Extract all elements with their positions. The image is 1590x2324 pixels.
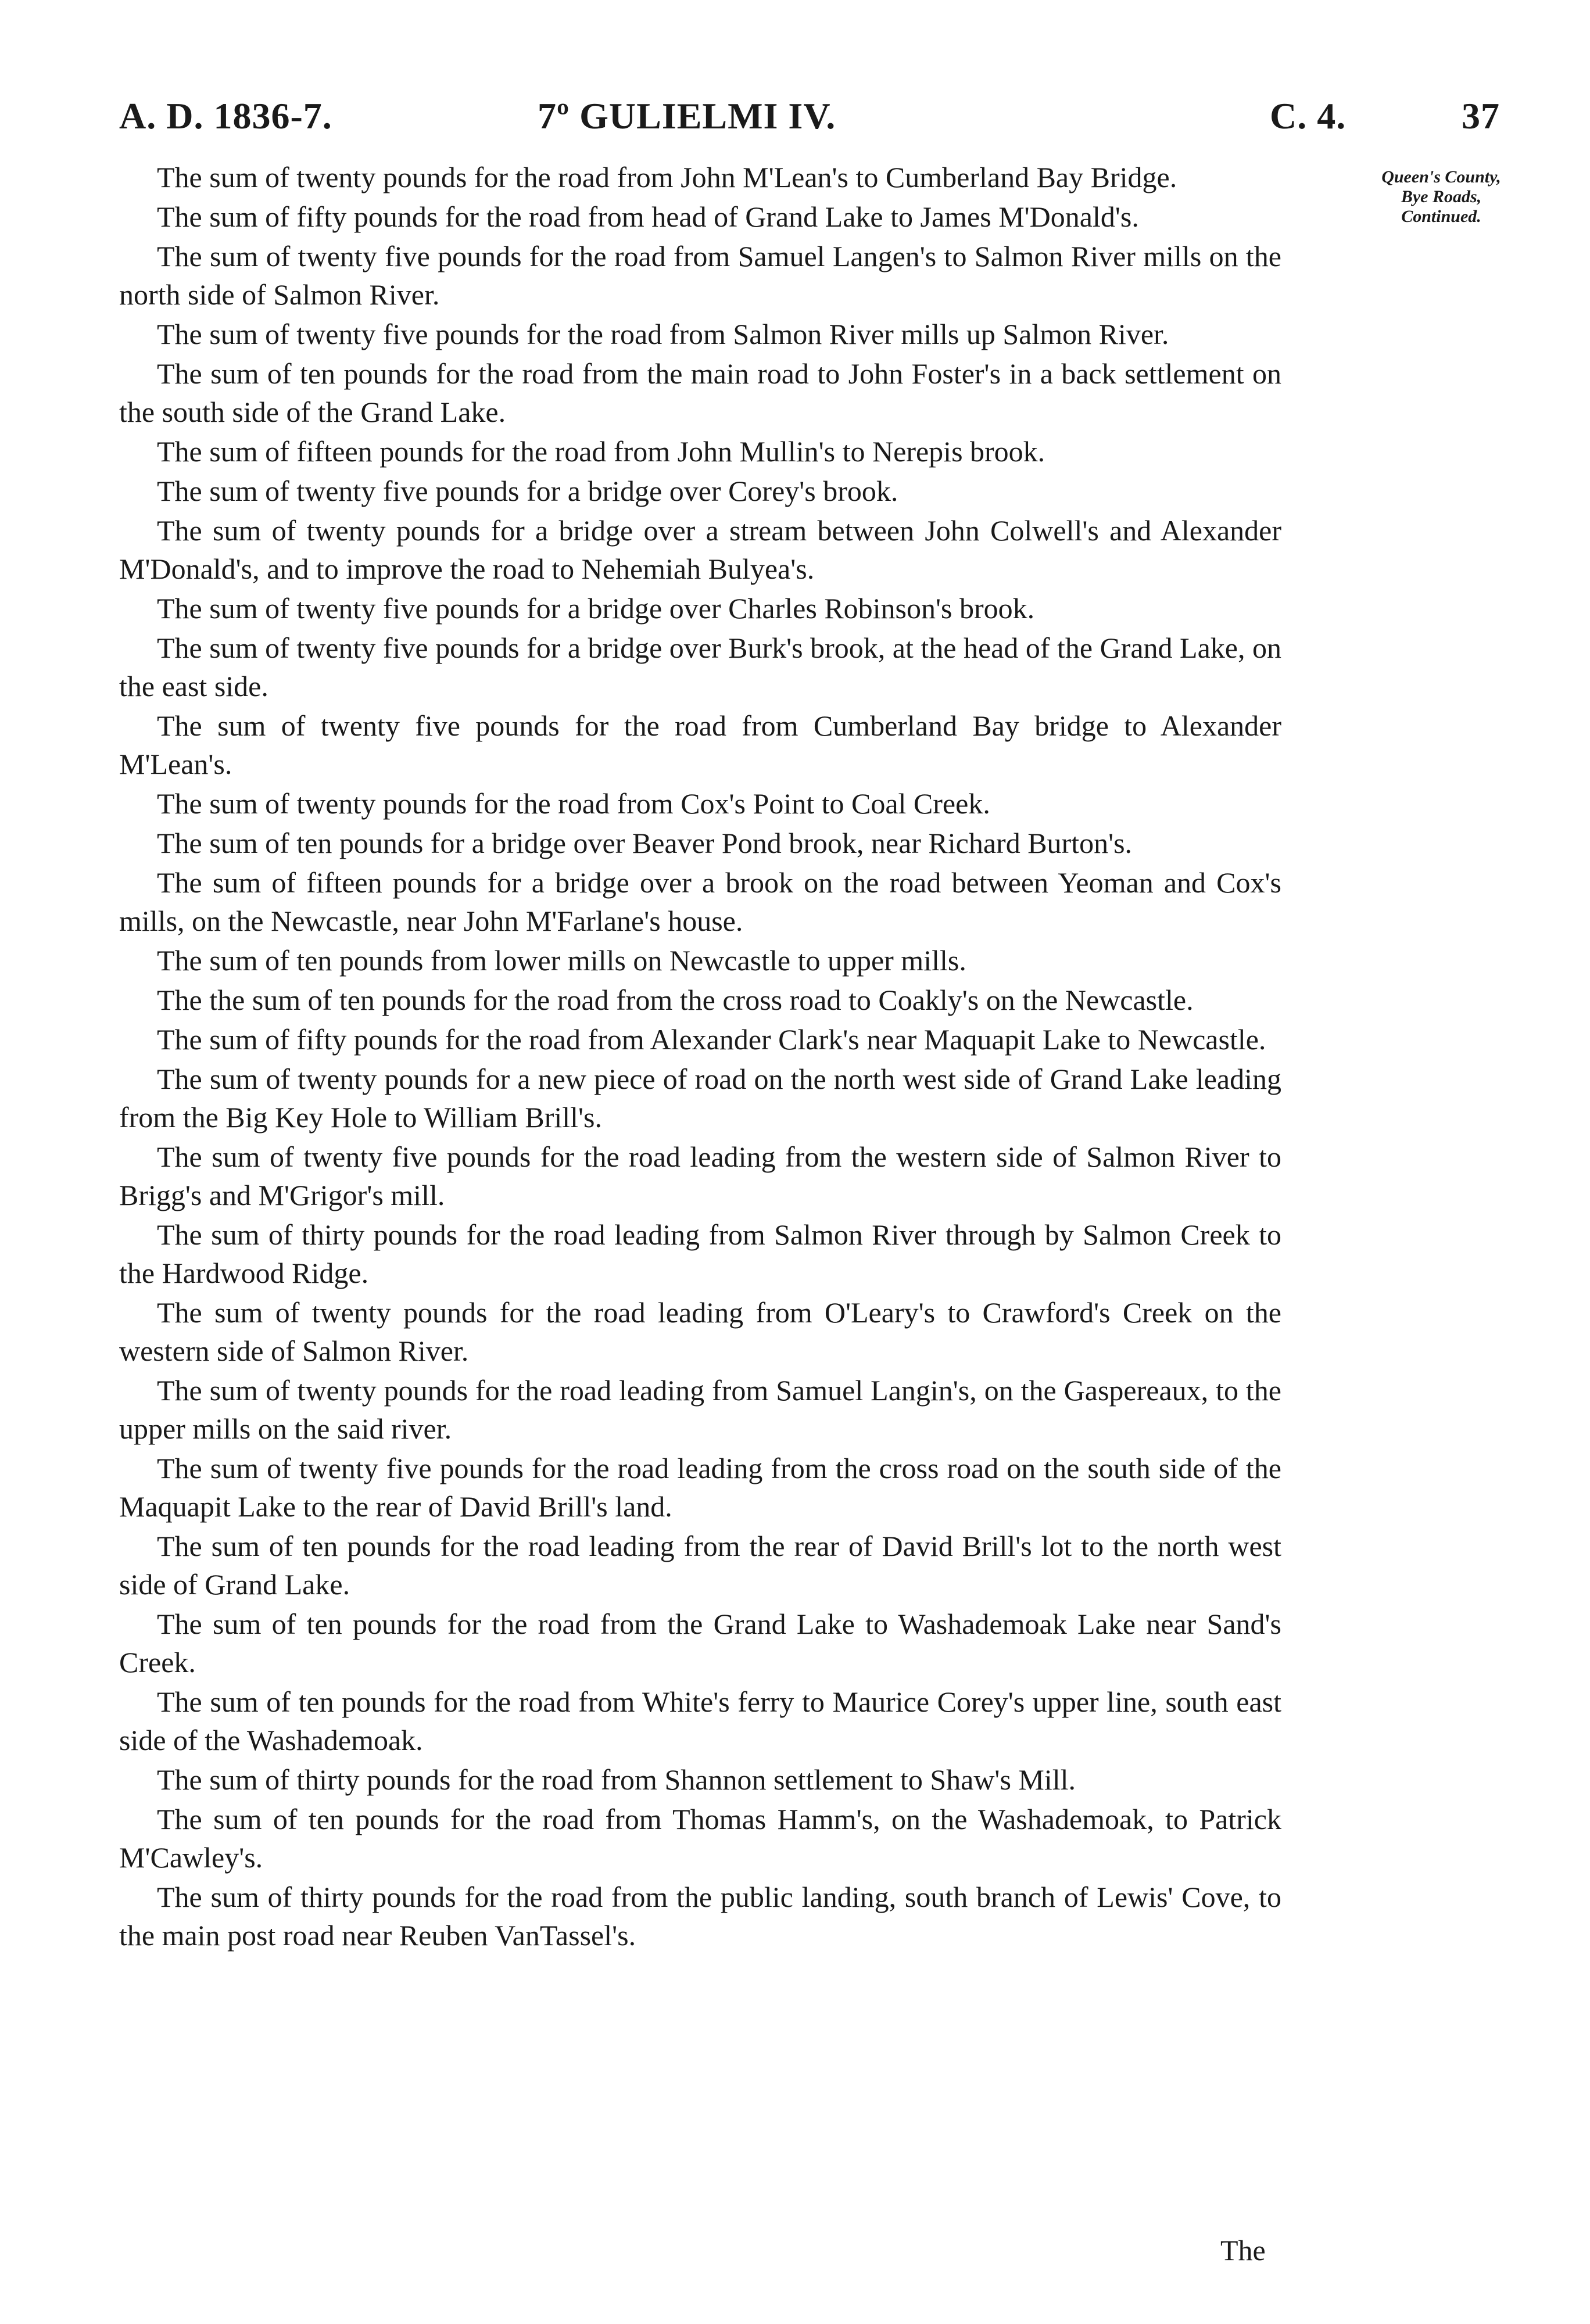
page-number: 37 [1462, 95, 1500, 137]
paragraph: The sum of twenty five pounds for a bridge over Burk's brook, at the head of the Grand Lake, on the east side. [119, 632, 1281, 702]
paragraph: The sum of twenty pounds for a new piece of road on the north west side of Grand Lake leading from the Big Key Hole to William Brill's. [119, 1063, 1281, 1134]
header-chapter: C. 4. [1270, 95, 1347, 137]
paragraph: The sum of twenty five pounds for the road from Cumberland Bay bridge to Alexander M'Lean's. [119, 709, 1281, 780]
paragraph: The sum of thirty pounds for the road leading from Salmon River through by Salmon Creek to the Hardwood Ridge. [119, 1218, 1281, 1289]
paragraph: The sum of thirty pounds for the road from Shannon settlement to Shaw's Mill. [157, 1763, 1076, 1796]
paragraph: The sum of fifteen pounds for a bridge over a brook on the road between Yeoman and Cox's mills, on the Newcastle, near John M'Farlane's house. [119, 866, 1281, 937]
paragraph: The sum of ten pounds from lower mills on Newcastle to upper mills. [157, 944, 966, 977]
paragraph: The sum of ten pounds for a bridge over Beaver Pond brook, near Richard Burton's. [157, 827, 1133, 859]
paragraph: The sum of twenty five pounds for the road from Salmon River mills up Salmon River. [157, 318, 1169, 350]
paragraph: The sum of thirty pounds for the road from the public landing, south branch of Lewis' Cove, to the main post road near Reuben VanTassel's. [119, 1881, 1281, 1952]
margin-note-line: Queen's County, [1381, 167, 1501, 187]
paragraph: The sum of twenty five pounds for a bridge over Corey's brook. [157, 475, 898, 507]
catchword: The [1220, 2234, 1266, 2266]
paragraph: The the sum of ten pounds for the road from the cross road to Coakly's on the Newcastle. [157, 984, 1194, 1016]
margin-note [1366, 167, 1517, 227]
header-year: A. D. 1836-7. [119, 95, 332, 137]
margin-note-line: Bye Roads, [1401, 187, 1482, 206]
header-regnal-year: 7º GULIELMI IV. [538, 95, 836, 137]
paragraph: The sum of ten pounds for the road from White's ferry to Maurice Corey's upper line, south east side of the Washademoak. [119, 1685, 1281, 1756]
paragraph: The sum of ten pounds for the road from the Grand Lake to Washademoak Lake near Sand's Creek. [119, 1608, 1281, 1679]
paragraph: The sum of ten pounds for the road from Thomas Hamm's, on the Washademoak, to Patrick M'Cawley's. [119, 1803, 1281, 1874]
body-text [119, 158, 1281, 1956]
paragraph: The sum of twenty pounds for the road from Cox's Point to Coal Creek. [157, 787, 990, 820]
paragraph: The sum of twenty pounds for the road leading from Samuel Langin's, on the Gaspereaux, to the upper mills on the said river. [119, 1374, 1281, 1445]
paragraph: The sum of ten pounds for the road leading from the rear of David Brill's lot to the north west side of Grand Lake. [119, 1530, 1281, 1601]
paragraph: The sum of fifteen pounds for the road from John Mullin's to Nerepis brook. [157, 435, 1045, 468]
paragraph: The sum of twenty five pounds for the road leading from the cross road on the south side of the Maquapit Lake to the rear of David Brill's land. [119, 1452, 1281, 1523]
paragraph: The sum of twenty five pounds for the road leading from the western side of Salmon River to Brigg's and M'Grigor's mill. [119, 1141, 1281, 1211]
paragraph: The sum of twenty five pounds for a bridge over Charles Robinson's brook. [157, 592, 1035, 625]
paragraph: The sum of ten pounds for the road from the main road to John Foster's in a back settlement on the south side of the Grand Lake. [119, 357, 1281, 428]
paragraph: The sum of twenty pounds for the road leading from O'Leary's to Crawford's Creek on the western side of Salmon River. [119, 1296, 1281, 1367]
paragraph: The sum of fifty pounds for the road from Alexander Clark's near Maquapit Lake to Newcastle. [157, 1023, 1266, 1056]
paragraph: The sum of twenty pounds for a bridge over a stream between John Colwell's and Alexander M'Donald's, and to improve the road to Nehemiah Bulyea's. [119, 514, 1281, 585]
running-header [119, 87, 1500, 145]
paragraph: The sum of twenty five pounds for the road from Samuel Langen's to Salmon River mills on the north side of Salmon River. [119, 240, 1281, 311]
paragraph: The sum of twenty pounds for the road from John M'Lean's to Cumberland Bay Bridge. [157, 161, 1177, 193]
paragraph: The sum of fifty pounds for the road from head of Grand Lake to James M'Donald's. [157, 200, 1139, 233]
margin-note-line: Continued. [1401, 207, 1481, 226]
